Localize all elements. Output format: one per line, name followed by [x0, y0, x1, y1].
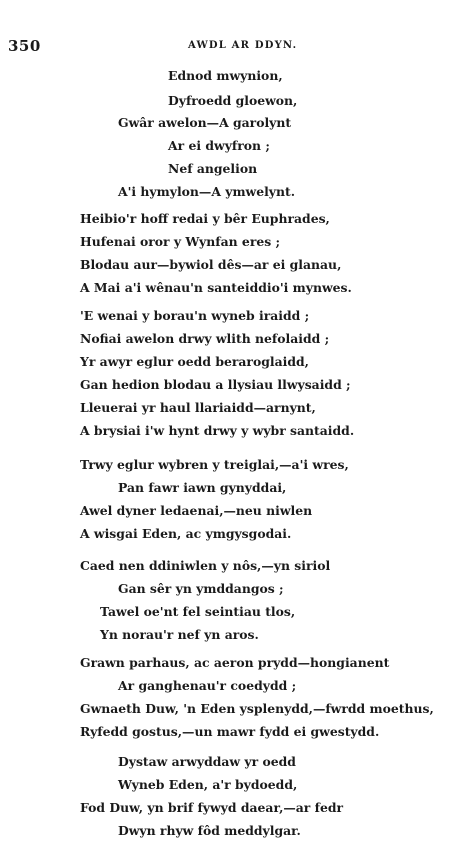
poem-line: Nef angelion [168, 161, 258, 176]
poem-line: Ar ganghenau'r coedydd ; [118, 678, 297, 693]
poem-line: A'i hymylon—A ymwelynt. [118, 184, 296, 199]
poem-line: Dystaw arwyddaw yr oedd [118, 754, 296, 769]
poem-line: Grawn parhaus, ac aeron prydd—hongianent [80, 655, 390, 670]
poem-line: Gwâr awelon—A garolynt [118, 115, 292, 130]
poem-line: Wyneb Eden, a'r bydoedd, [118, 777, 298, 792]
poem-line: Dwyn rhyw fôd meddylgar. [118, 823, 301, 838]
poem-line: Yr awyr eglur oedd beraroglaidd, [80, 354, 309, 369]
poem-line: Pan fawr iawn gynyddai, [118, 480, 287, 495]
running-head: AWDL AR DDYN. [188, 40, 298, 51]
poem-line: Ar ei dwyfron ; [168, 138, 270, 153]
poem-line: 'E wenai y borau'n wyneb iraidd ; [80, 308, 310, 323]
poem-line: Nofiai awelon drwy wlith nefolaidd ; [80, 331, 330, 346]
poem-line: Tawel oe'nt fel seintiau tlos, [100, 604, 296, 619]
poem-line: Blodau aur—bywiol dês—ar ei glanau, [80, 257, 342, 272]
poem-line: Lleuerai yr haul llariaidd—arnynt, [80, 400, 316, 415]
poem-line: Fod Duw, yn brif fywyd daear,—ar fedr [80, 800, 344, 815]
poem-line: Caed nen ddiniwlen y nôs,—yn siriol [80, 558, 331, 573]
poem-line: Gwnaeth Duw, 'n Eden ysplenydd,—fwrdd moethus, [80, 701, 434, 716]
poem-line: Awel dyner ledaenai,—neu niwlen [80, 503, 313, 518]
page-number: 350 [8, 37, 41, 55]
poem-line: A brysiai i'w hynt drwy y wybr santaidd. [80, 423, 355, 438]
poem-line: A wisgai Eden, ac ymgysgodai. [80, 526, 292, 541]
poem-line: Gan hedion blodau a llysiau llwysaidd ; [80, 377, 351, 392]
poem-line: Gan sêr yn ymddangos ; [118, 581, 284, 596]
poem-line: Yn norau'r nef yn aros. [100, 627, 259, 642]
poem-line: Ryfedd gostus,—un mawr fydd ei gwestydd. [80, 724, 380, 739]
poem-line: A Mai a'i wênau'n santeiddio'i mynwes. [80, 280, 352, 295]
poem-line: Dyfroedd gloewon, [168, 93, 298, 108]
poem-line: Heibio'r hoff redai y bêr Euphrades, [80, 211, 330, 226]
poem-line: Hufenai oror y Wynfan eres ; [80, 234, 281, 249]
poem-line: Trwy eglur wybren y treiglai,—a'i wres, [80, 457, 349, 472]
poem-line: Ednod mwynion, [168, 68, 283, 83]
